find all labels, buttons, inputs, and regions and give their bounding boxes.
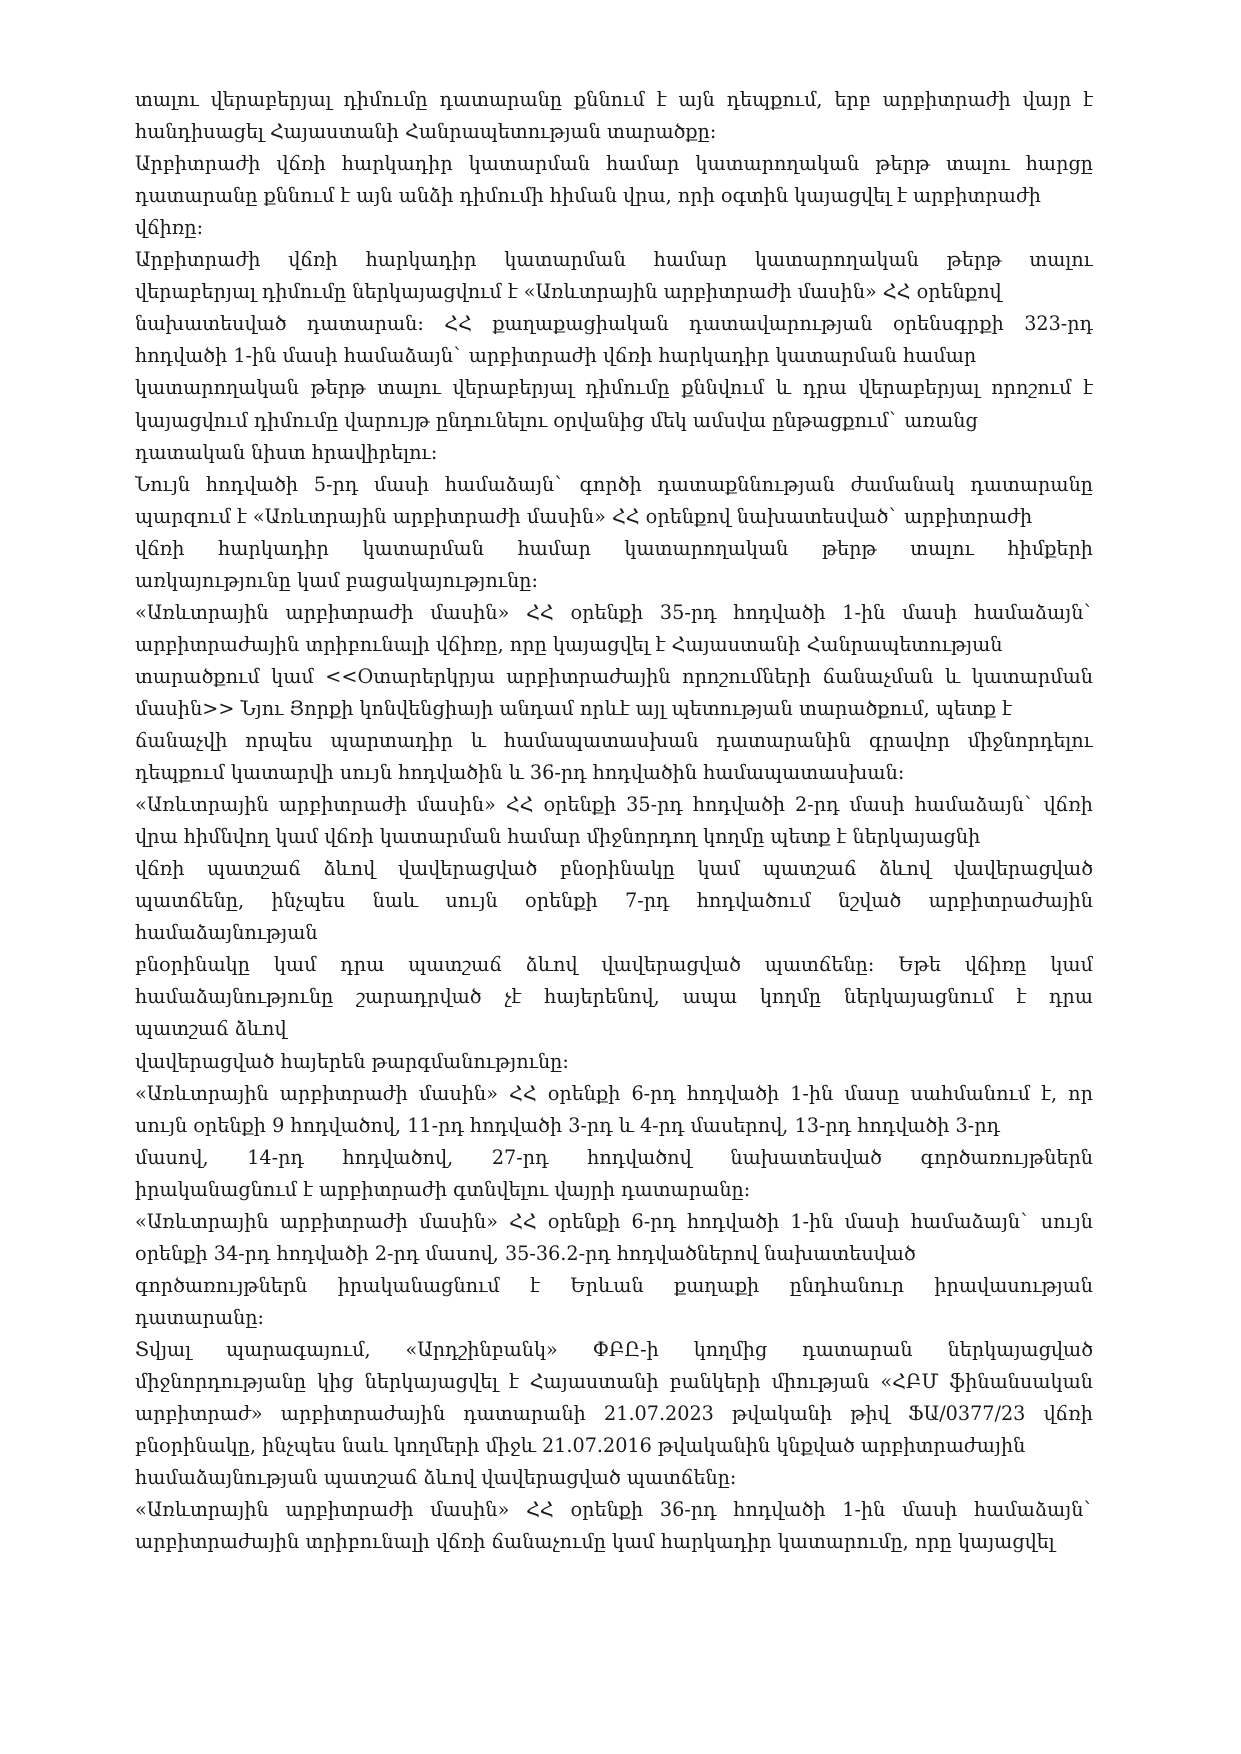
- text-line: Նույն հոդվածի 5-րդ մասի համաձայն` գործի դատաքննության ժամանակ դատարանը: [135, 472, 1093, 496]
- text-line: իրականացնում է արբիտրաժի գտնվելու վայրի դատարանը:: [135, 1177, 751, 1201]
- text-line: համաձայնության պատշաճ ձևով վավերացված պատճենը:: [135, 1466, 737, 1490]
- text-line: արբիտրաժային տրիբունալի վճիռը, որը կայացվել է Հայաստանի Հանրապետության: [135, 632, 1003, 656]
- text-line: միջնորդությանը կից ներկայացվել է Հայաստանի բանկերի միության «ՀԲՄ ֆինանսական: [135, 1370, 1093, 1393]
- text-line: բնօրինակը կամ դրա պատշաճ ձևով վավերացված պատճենը: Եթե վճիռը կամ: [135, 953, 1093, 977]
- text-line: վճիռը:: [135, 216, 204, 240]
- text-line: արբիտրաժ» արբիտրաժային դատարանի 21.07.2023 թվականի թիվ ՖԱ/0377/23 վճռի: [135, 1402, 1093, 1426]
- text-line: վճռի հարկադիր կատարման համար կատարողական թերթ տալու հիմքերի: [135, 536, 1093, 560]
- text-line: դատական նիստ հրավիրելու:: [135, 440, 438, 464]
- text-line: նախատեսված դատարան: ՀՀ քաղաքացիական դատավարության օրենսգրքի 323-րդ: [135, 312, 1093, 336]
- text-line: հոդվածի 1-ին մասի համաձայն` արբիտրաժի վճռի հարկադիր կատարման համար: [135, 344, 977, 368]
- text-line: վավերացված հայերեն թարգմանությունը:: [135, 1049, 569, 1073]
- text-line: օրենքի 34-րդ հոդվածի 2-րդ մասով, 35-36.2-րդ հոդվածներով նախատեսված: [135, 1241, 916, 1265]
- text-line: վերաբերյալ դիմումը ներկայացվում է «Առևտրային արբիտրաժի մասին» ՀՀ օրենքով: [135, 280, 1002, 304]
- text-line: «Առևտրային արբիտրաժի մասին» ՀՀ օրենքի 36-րդ հոդվածի 1-ին մասի համաձայն`: [135, 1498, 1093, 1522]
- text-line: վճռի պատշաճ ձևով վավերացված բնօրինակը կամ պատշաճ ձևով վավերացված: [135, 857, 1093, 881]
- text-line: արբիտրաժային տրիբունալի վճռի ճանաչումը կամ հարկադիր կատարումը, որը կայացվել: [135, 1530, 1055, 1554]
- text-line: դատարանը:: [135, 1305, 265, 1329]
- text-line: ճանաչվի որպես պարտադիր և համապատասխան դատարանին գրավոր միջնորդելու: [135, 729, 1093, 752]
- text-line: «Առևտրային արբիտրաժի մասին» ՀՀ օրենքի 6-րդ հոդվածի 1-ին մասը սահմանում է, որ: [135, 1081, 1093, 1105]
- text-line: պարզում է «Առևտրային արբիտրաժի մասին» ՀՀ օրենքով նախատեսված` արբիտրաժի: [135, 504, 1033, 528]
- text-line: տարածքում կամ <<Օտարերկրյա արբիտրաժային որոշումների ճանաչման և կատարման: [135, 664, 1093, 688]
- text-line: կատարողական թերթ տալու վերաբերյալ դիմումը քննվում և դրա վերաբերյալ որոշում է: [135, 376, 1093, 400]
- text-line: դեպքում կատարվի սույն հոդվածին և 36-րդ հոդվածին համապատասխան:: [135, 761, 905, 785]
- text-line: համաձայնությունը շարադրված չէ հայերենով, ապա կողմը ներկայացնում է դրա: [135, 985, 1093, 1009]
- text-line: Արբիտրաժի վճռի հարկադիր կատարման համար կատարողական թերթ տալու: [135, 248, 1093, 272]
- text-line: վրա հիմնվող կամ վճռի կատարման համար միջնորդող կողմը պետք է ներկայացնի: [135, 825, 981, 849]
- text-line: մասով, 14-րդ հոդվածով, 27-րդ հոդվածով նախատեսված գործառույթներն: [135, 1145, 1093, 1169]
- text-line: տալու վերաբերյալ դիմումը դատարանը քննում է այն դեպքում, երբ արբիտրաժի վայր է: [135, 88, 1093, 111]
- text-line: պատշաճ ձևով: [135, 1017, 287, 1041]
- text-line: բնօրինակը, ինչպես նաև կողմերի միջև 21.07.2016 թվականին կնքված արբիտրաժային: [135, 1434, 1026, 1458]
- text-line: Արբիտրաժի վճռի հարկադիր կատարման համար կատարողական թերթ տալու հարցը: [135, 152, 1093, 176]
- text-line: համաձայնության: [135, 921, 318, 945]
- text-line: «Առևտրային արբիտրաժի մասին» ՀՀ օրենքի 35-րդ հոդվածի 2-րդ մասի համաձայն` վճռի: [135, 793, 1093, 817]
- text-line: դատարանը քննում է այն անձի դիմումի հիման վրա, որի օգտին կայացվել է արբիտրաժի: [135, 184, 1041, 208]
- text-line: մասին>> Նյու Յորքի կոնվենցիայի անդամ որևէ այլ պետության տարածքում, պետք է: [135, 696, 1012, 720]
- text-line: գործառույթներն իրականացնում է Երևան քաղաքի ընդհանուր իրավասության: [135, 1273, 1093, 1297]
- text-line: սույն օրենքի 9 հոդվածով, 11-րդ հոդվածի 3-րդ և 4-րդ մասերով, 13-րդ հոդվածի 3-րդ: [135, 1113, 1000, 1137]
- text-line: առկայությունը կամ բացակայությունը:: [135, 568, 538, 592]
- text-line: «Առևտրային արբիտրաժի մասին» ՀՀ օրենքի 6-րդ հոդվածի 1-ին մասի համաձայն` սույն: [135, 1209, 1093, 1233]
- text-line: կայացվում դիմումը վարույթ ընդունելու օրվանից մեկ ամսվա ընթացքում` առանց: [135, 408, 978, 432]
- text-line: «Առևտրային արբիտրաժի մասին» ՀՀ օրենքի 35-րդ հոդվածի 1-ին մասի համաձայն`: [135, 600, 1093, 624]
- text-line: Տվյալ պարագայում, «Արդշինբանկ» ՓԲԸ-ի կողմից դատարան ներկայացված: [135, 1337, 1093, 1361]
- text-line: հանդիսացել Հայաստանի Հանրապետության տարածքը:: [135, 120, 717, 144]
- text-line: պատճենը, ինչպես նաև սույն օրենքի 7-րդ հոդվածում նշված արբիտրաժային: [135, 889, 1093, 913]
